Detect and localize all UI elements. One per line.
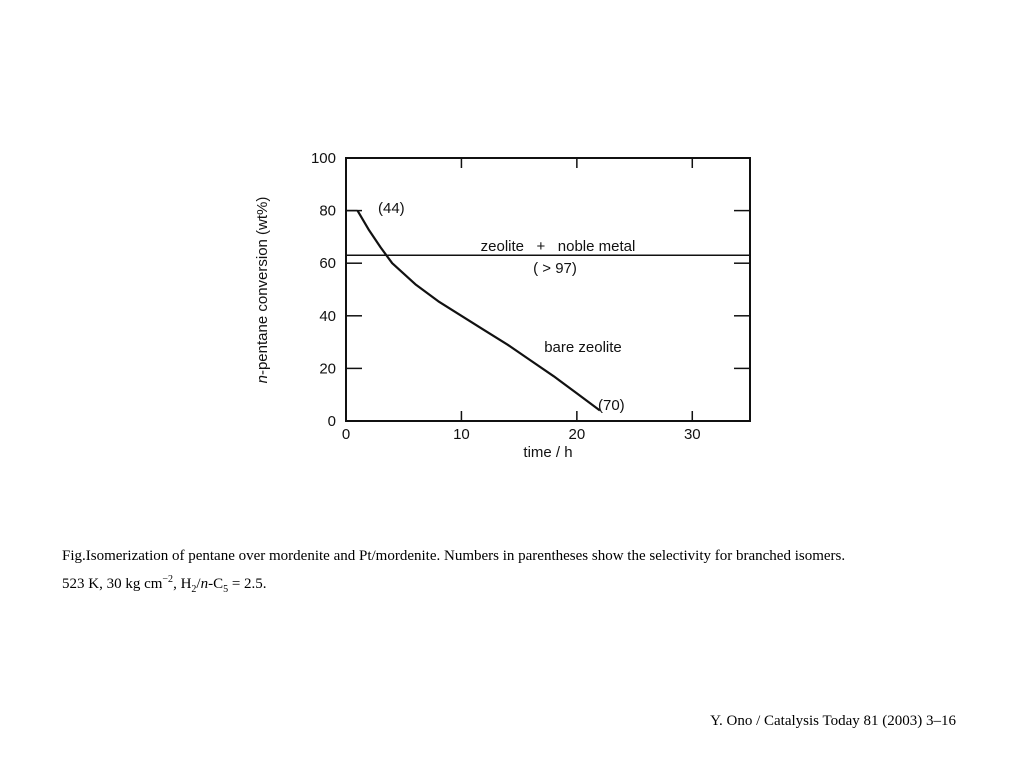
y-tick-label: 80: [319, 202, 336, 220]
caption-h-ratio: , H: [173, 576, 192, 592]
x-tick-label: 20: [568, 426, 586, 443]
bare-zeolite-label: bare zeolite: [544, 339, 622, 356]
x-tick-label: 0: [341, 426, 351, 443]
caption-conditions: 523 K, 30 kg cm: [62, 576, 163, 592]
y-axis-label: [254, 197, 271, 384]
x-tick-label: 10: [453, 426, 470, 443]
caption-c-subscript: 5: [223, 584, 229, 595]
y-axis-label-rest: -pentane conversion (wt%): [254, 196, 271, 376]
x-tick-label: 30: [683, 426, 701, 443]
plot-frame: [346, 158, 750, 421]
caption-n-italic: n: [200, 576, 209, 592]
figure-caption: [62, 542, 982, 598]
end-selectivity-label: (70): [598, 397, 625, 414]
noble-metal-selectivity: ( > 97): [533, 260, 577, 277]
y-axis-label-italic: n: [254, 375, 271, 384]
y-tick-label: 20: [319, 360, 336, 378]
caption-ratio-value: = 2.5.: [228, 576, 267, 592]
noble-metal-label: zeolite + noble metal: [480, 238, 636, 255]
caption-line-1: Fig.Isomerization of pentane over mordenite and Pt/mordenite. Numbers in parentheses show the selectivity for branched isomers.: [62, 548, 846, 564]
caption-h-subscript: 2: [191, 584, 197, 595]
y-tick-label: 100: [310, 150, 336, 167]
caption-slash: /: [196, 576, 201, 592]
start-selectivity-label: (44): [378, 200, 405, 217]
plot-area: [311, 150, 750, 443]
caption-c: -C: [208, 576, 224, 592]
x-axis-label: time / h: [523, 444, 573, 461]
y-tick-label: 40: [319, 307, 336, 325]
y-tick-label: 0: [327, 413, 336, 430]
y-tick-label: 60: [319, 255, 336, 273]
citation: Y. Ono / Catalysis Today 81 (2003) 3–16: [710, 713, 956, 729]
caption-line-2: [62, 570, 982, 598]
caption-exponent: −2: [162, 574, 174, 585]
